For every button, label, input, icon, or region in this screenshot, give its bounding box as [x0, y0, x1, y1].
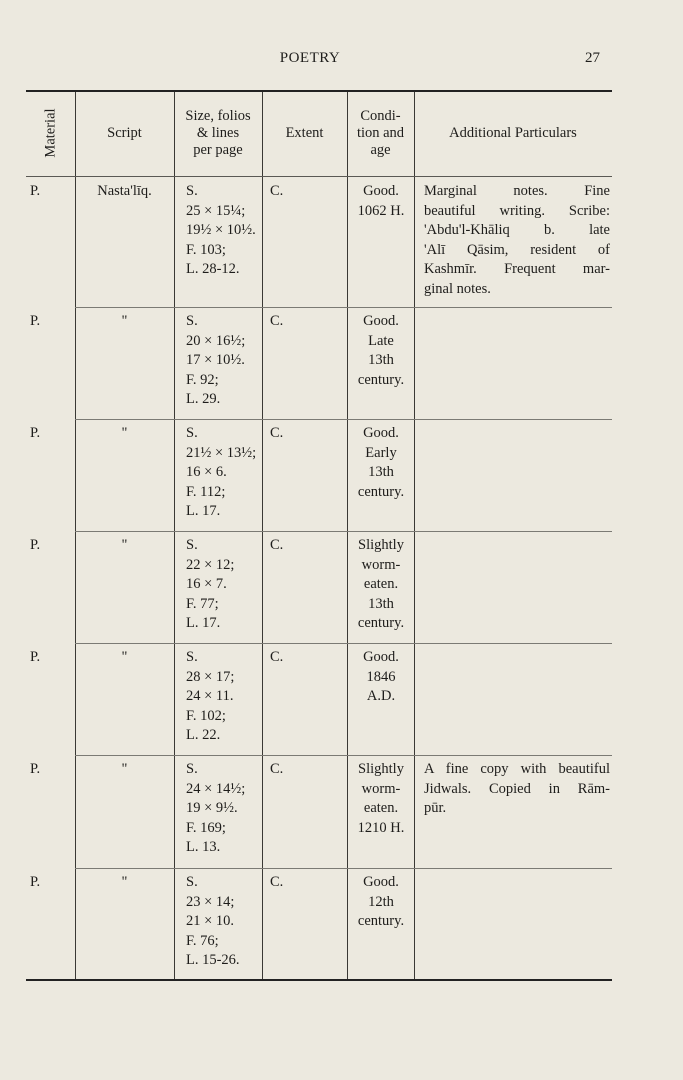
cell-condition [348, 873, 414, 932]
cell-material: P. [30, 649, 41, 665]
cell-size-line: S. [186, 537, 198, 553]
cell-condition-line: 1062 H. [357, 202, 405, 219]
row-divider [75, 531, 612, 532]
cell-material: P. [30, 183, 41, 199]
cell-condition-line: century. [357, 483, 405, 500]
header-extent: Extent [285, 124, 324, 141]
cell-extent: C. [270, 649, 284, 665]
cell-size-line: L. 17. [186, 503, 221, 520]
cell-condition-line: worm- [361, 780, 401, 797]
cell-size-line: F. 102; [186, 707, 226, 724]
cell-size [186, 536, 272, 634]
cell-size-line: 16 × 6. [186, 464, 227, 481]
cell-particulars-line: 'Abdu'l-Khāliq b. late [424, 222, 610, 239]
cell-condition-line: eaten. [363, 800, 399, 817]
cell-size-line: S. [186, 183, 198, 199]
cell-size [186, 182, 272, 280]
table-row [26, 873, 612, 973]
cell-size-line: L. 17. [186, 615, 221, 632]
cell-particulars-line: pūr. [424, 800, 447, 817]
cell-condition-line: century. [357, 371, 405, 388]
cell-script: " [121, 761, 128, 777]
cell-material: P. [30, 874, 41, 890]
cell-size-line: L. 22. [186, 727, 221, 744]
cell-condition-line: Good. [363, 874, 399, 890]
cell-condition-line: Good. [363, 183, 399, 199]
cell-material: P. [30, 425, 41, 441]
cell-script: " [121, 313, 128, 329]
row-divider [75, 419, 612, 420]
cell-script: " [121, 649, 128, 665]
cell-condition-line: Late [368, 332, 394, 349]
cell-particulars-line: beautiful writing. Scribe: [424, 202, 610, 219]
cell-script: " [121, 874, 128, 890]
cell-size [186, 424, 272, 522]
cell-condition-line: 13th [368, 595, 394, 612]
cell-extent: C. [270, 425, 284, 441]
header-size: Size, folios & lines per page [185, 107, 251, 158]
cell-condition [348, 182, 414, 221]
header-condition: Condi- tion and age [356, 107, 405, 158]
cell-particulars-line: ginal notes. [424, 280, 491, 297]
cell-extent: C. [270, 761, 284, 777]
cell-condition [348, 648, 414, 707]
cell-size-line: S. [186, 313, 198, 329]
cell-size-line: 25 × 15¼; [186, 202, 246, 219]
cell-size-line: L. 29. [186, 391, 221, 408]
cell-condition-line: worm- [361, 556, 401, 573]
cell-extent: C. [270, 313, 284, 329]
cell-condition-line: century. [357, 913, 405, 930]
cell-size [186, 312, 272, 410]
cell-size-line: F. 92; [186, 371, 219, 388]
cell-size-line: 24 × 11. [186, 688, 234, 705]
cell-size-line: 16 × 7. [186, 576, 227, 593]
cell-condition-line: 12th [368, 893, 394, 910]
table-bottom-rule [26, 979, 612, 981]
header-rule [26, 176, 612, 177]
cell-condition-line: 13th [368, 352, 394, 369]
cell-condition-line: Slightly [358, 537, 404, 553]
cell-size-line: L. 28-12. [186, 261, 240, 278]
cell-material: P. [30, 761, 41, 777]
cell-size-line: 21½ × 13½; [186, 444, 257, 461]
cell-size-line: 22 × 12; [186, 556, 235, 573]
cell-size-line: 17 × 10½. [186, 352, 245, 369]
table-row [26, 312, 612, 412]
cell-script: " [121, 425, 128, 441]
cell-size-line: 21 × 10. [186, 913, 235, 930]
cell-condition-line: A.D. [366, 688, 396, 705]
cell-condition-line: eaten. [363, 576, 399, 593]
cell-size-line: 23 × 14; [186, 893, 235, 910]
cell-size-line: F. 77; [186, 595, 219, 612]
header-material: Material [42, 108, 58, 158]
cell-extent: C. [270, 874, 284, 890]
cell-material: P. [30, 537, 41, 553]
cell-particulars-line: Kashmīr. Frequent mar- [424, 261, 610, 278]
cell-size-line: 20 × 16½; [186, 332, 246, 349]
cell-particulars [424, 182, 610, 300]
row-divider [75, 307, 612, 308]
cell-size-line: S. [186, 425, 198, 441]
cell-condition [348, 760, 414, 838]
cell-size-line: 19 × 9½. [186, 800, 238, 817]
table-row [26, 536, 612, 636]
cell-condition [348, 312, 414, 390]
cell-particulars-line: 'Alī Qāsim, resident of [424, 241, 610, 258]
cell-condition [348, 424, 414, 502]
cell-script: Nasta'līq. [97, 183, 152, 199]
cell-condition-line: Good. [363, 313, 399, 329]
cell-size [186, 760, 272, 858]
cell-size-line: L. 13. [186, 839, 221, 856]
cell-script: " [121, 537, 128, 553]
cell-particulars-line: Jidwals. Copied in Rām- [424, 780, 610, 797]
row-divider [75, 868, 612, 869]
cell-size-line: S. [186, 649, 198, 665]
cell-extent: C. [270, 183, 284, 199]
cell-size-line: S. [186, 761, 198, 777]
row-divider [75, 643, 612, 644]
cell-extent: C. [270, 537, 284, 553]
table-row [26, 648, 612, 748]
cell-size-line: F. 169; [186, 819, 226, 836]
cell-size [186, 648, 272, 746]
cell-condition-line: Good. [363, 425, 399, 441]
cell-particulars-line: A fine copy with beautiful [424, 761, 610, 777]
running-head [0, 50, 683, 70]
cell-condition-line: 1846 [366, 668, 396, 685]
cell-condition-line: 13th [368, 464, 394, 481]
row-divider [75, 755, 612, 756]
cell-size-line: 24 × 14½; [186, 780, 246, 797]
cell-size-line: F. 112; [186, 483, 226, 500]
page-title: POETRY [279, 50, 341, 66]
cell-material: P. [30, 313, 41, 329]
table-row [26, 182, 612, 297]
cell-size-line: L. 15-26. [186, 952, 240, 969]
cell-condition-line: Slightly [358, 761, 404, 777]
cell-size-line: 28 × 17; [186, 668, 235, 685]
cell-size [186, 873, 272, 971]
page-number: 27 [585, 50, 600, 66]
cell-condition [348, 536, 414, 634]
cell-condition-line: Good. [363, 649, 399, 665]
header-particulars: Additional Particulars [449, 124, 577, 141]
cell-size-line: S. [186, 874, 198, 890]
cell-condition-line: Early [365, 444, 397, 461]
header-script: Script [107, 124, 142, 141]
cell-condition-line: century. [357, 615, 405, 632]
cell-size-line: F. 103; [186, 241, 226, 258]
cell-size-line: F. 76; [186, 932, 219, 949]
cell-particulars-line: Marginal notes. Fine [424, 183, 610, 199]
cell-particulars [424, 760, 610, 819]
table-row [26, 760, 612, 860]
table-row [26, 424, 612, 524]
cell-condition-line: 1210 H. [357, 819, 405, 836]
cell-size-line: 19½ × 10½. [186, 222, 256, 239]
